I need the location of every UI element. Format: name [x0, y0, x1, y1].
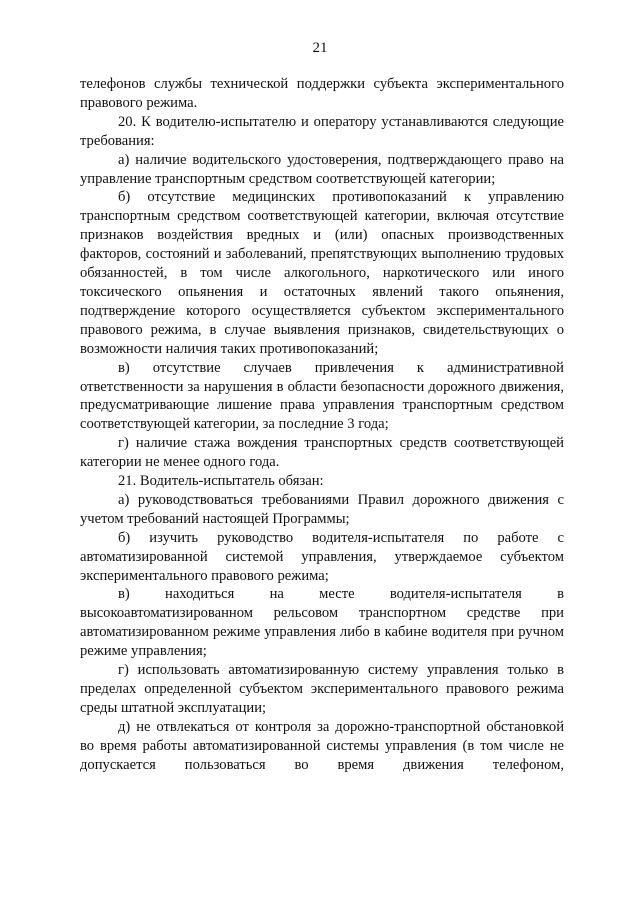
paragraph-item-20b: б) отсутствие медицинских противопоказаний к управлению транспортным средством соответствующей категории, включая отсутствие признаков воздействия вредных и (или) опасных производственных факторов, состояний и заболеваний, препятствующих выполнению трудовых обязанностей, в том числе алкогольного, наркотического или иного токсического опьянения и остаточных явлений такого опьянения, подтверждение которого осуществляется субъектом экспериментального правового режима, в случае выявления признаков, свидетельствующих о возможности наличия таких противопоказаний;: [80, 189, 564, 357]
paragraph-item-21a: а) руководствоваться требованиями Правил дорожного движения с учетом требований настоящей Программы;: [80, 491, 564, 527]
paragraph-item-20g: г) наличие стажа вождения транспортных средств соответствующей категории не менее одного года.: [80, 435, 564, 471]
paragraph-item-21: 21. Водитель-испытатель обязан:: [118, 473, 324, 490]
paragraph-item-20v: в) отсутствие случаев привлечения к административной ответственности за нарушения в области безопасности дорожного движения, предусматривающие лишение права управления транспортным средством соответствующей категории, за последние 3 года;: [80, 359, 564, 433]
paragraph-continuation: телефонов службы технической поддержки субъекта экспериментального правового режима.: [80, 76, 564, 111]
document-body: [80, 75, 564, 775]
paragraph-item-21b: б) изучить руководство водителя-испытателя по работе с автоматизированной системой управления, утверждаемое субъектом экспериментального правового режима;: [80, 529, 564, 584]
page-number: 21: [312, 40, 328, 56]
paragraph-item-20: 20. К водителю-испытателю и оператору устанавливаются следующие требования:: [80, 113, 564, 149]
paragraph-item-20a: а) наличие водительского удостоверения, подтверждающего право на управление транспортным средством соответствующей категории;: [80, 151, 564, 187]
paragraph-item-21v: в) находиться на месте водителя-испытателя в высокоавтоматизированном рельсовом транспортном средстве при автоматизированном режиме управления либо в кабине водителя при ручном режиме управления;: [80, 586, 564, 660]
paragraph-item-21d: д) не отвлекаться от контроля за дорожно-транспортной обстановкой во время работы автоматизированной системы управления (в том числе не допускается пользоваться во время движения телефоном,: [80, 718, 564, 773]
paragraph-item-21g: г) использовать автоматизированную систему управления только в пределах определенной субъектом экспериментального правового режима среды штатной эксплуатации;: [80, 662, 564, 716]
